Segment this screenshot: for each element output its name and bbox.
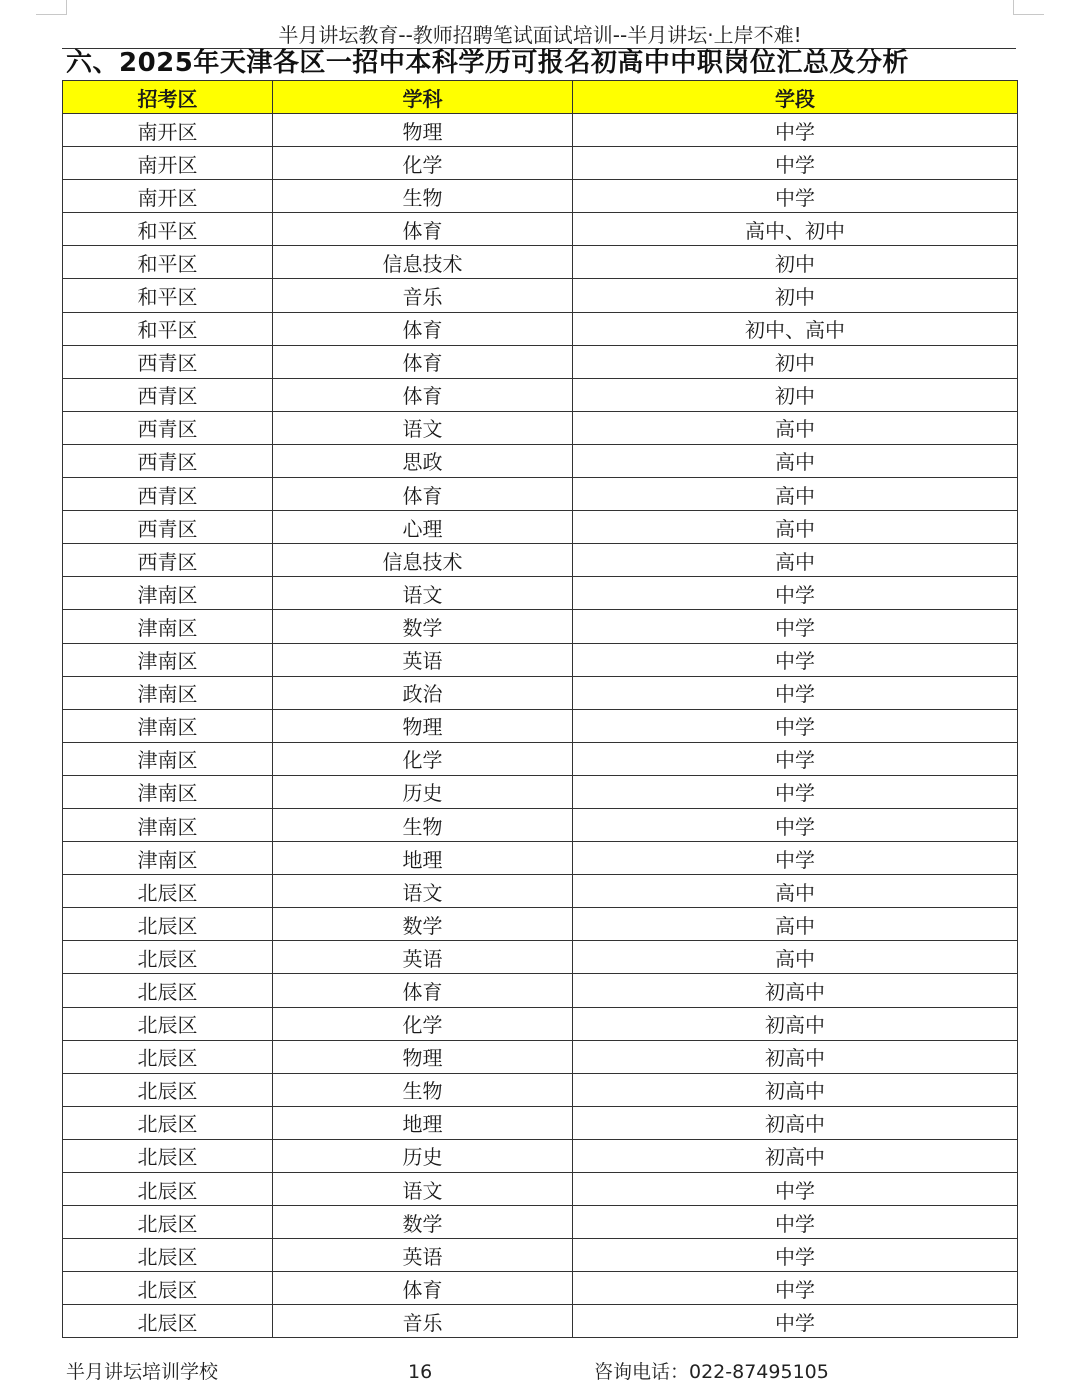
cell-subject: 数学 [273, 1206, 573, 1239]
cell-district: 和平区 [63, 312, 273, 345]
table-row [63, 1305, 1018, 1338]
column-header-district: 招考区 [63, 81, 273, 114]
cell-subject: 政治 [273, 676, 573, 709]
cell-district: 南开区 [63, 114, 273, 147]
cell-stage: 初高中 [573, 1139, 1018, 1172]
cell-district: 西青区 [63, 444, 273, 477]
cell-district: 北辰区 [63, 1206, 273, 1239]
cell-district: 北辰区 [63, 1106, 273, 1139]
cell-district: 和平区 [63, 246, 273, 279]
table-row [63, 1173, 1018, 1206]
cell-district: 西青区 [63, 378, 273, 411]
cell-district: 和平区 [63, 213, 273, 246]
cell-district: 北辰区 [63, 1073, 273, 1106]
cell-subject: 化学 [273, 1007, 573, 1040]
cell-district: 津南区 [63, 676, 273, 709]
table-row [63, 544, 1018, 577]
cell-subject: 化学 [273, 147, 573, 180]
cell-district: 北辰区 [63, 908, 273, 941]
cell-subject: 语文 [273, 875, 573, 908]
cell-subject: 信息技术 [273, 246, 573, 279]
cell-subject: 生物 [273, 180, 573, 213]
cell-subject: 生物 [273, 1073, 573, 1106]
table-row [63, 279, 1018, 312]
cell-district: 西青区 [63, 345, 273, 378]
cell-stage: 中学 [573, 842, 1018, 875]
table-row [63, 709, 1018, 742]
cell-stage: 初高中 [573, 1040, 1018, 1073]
cell-stage: 中学 [573, 709, 1018, 742]
cell-subject: 体育 [273, 974, 573, 1007]
cell-stage: 初高中 [573, 1073, 1018, 1106]
cell-district: 津南区 [63, 709, 273, 742]
cell-stage: 中学 [573, 1272, 1018, 1305]
cell-subject: 英语 [273, 941, 573, 974]
cell-district: 和平区 [63, 279, 273, 312]
cell-stage: 高中、初中 [573, 213, 1018, 246]
cell-subject: 英语 [273, 643, 573, 676]
table-row [63, 114, 1018, 147]
cell-stage: 中学 [573, 643, 1018, 676]
table-row [63, 941, 1018, 974]
crop-mark-right [1013, 0, 1044, 15]
cell-district: 北辰区 [63, 875, 273, 908]
cell-subject: 体育 [273, 478, 573, 511]
table-row [63, 1139, 1018, 1172]
cell-stage: 中学 [573, 114, 1018, 147]
table-row [63, 775, 1018, 808]
table-row [63, 742, 1018, 775]
crop-mark-left [36, 0, 67, 15]
cell-stage: 高中 [573, 908, 1018, 941]
table-body [63, 114, 1018, 1338]
cell-stage: 高中 [573, 875, 1018, 908]
cell-district: 西青区 [63, 511, 273, 544]
cell-subject: 物理 [273, 709, 573, 742]
cell-stage: 初中 [573, 246, 1018, 279]
cell-subject: 历史 [273, 775, 573, 808]
positions-table [62, 80, 1018, 1338]
cell-subject: 语文 [273, 577, 573, 610]
table-row [63, 180, 1018, 213]
cell-district: 北辰区 [63, 1272, 273, 1305]
cell-district: 津南区 [63, 842, 273, 875]
cell-stage: 中学 [573, 1305, 1018, 1338]
cell-subject: 化学 [273, 742, 573, 775]
cell-stage: 中学 [573, 610, 1018, 643]
cell-stage: 高中 [573, 941, 1018, 974]
table-row [63, 610, 1018, 643]
table-row [63, 345, 1018, 378]
cell-subject: 体育 [273, 345, 573, 378]
cell-subject: 物理 [273, 114, 573, 147]
cell-subject: 语文 [273, 411, 573, 444]
table-row [63, 378, 1018, 411]
page-footer [0, 1358, 1080, 1386]
cell-stage: 初中 [573, 345, 1018, 378]
cell-stage: 初高中 [573, 1007, 1018, 1040]
table-row [63, 511, 1018, 544]
table-row [63, 246, 1018, 279]
table-row [63, 1106, 1018, 1139]
cell-subject: 英语 [273, 1239, 573, 1272]
cell-subject: 地理 [273, 1106, 573, 1139]
cell-district: 北辰区 [63, 1007, 273, 1040]
cell-subject: 信息技术 [273, 544, 573, 577]
footer-consult-phone: 咨询电话：022-87495105 [594, 1361, 829, 1383]
table-row [63, 213, 1018, 246]
cell-district: 北辰区 [63, 974, 273, 1007]
cell-district: 北辰区 [63, 1239, 273, 1272]
cell-subject: 音乐 [273, 279, 573, 312]
cell-stage: 中学 [573, 808, 1018, 841]
cell-subject: 数学 [273, 908, 573, 941]
table-row [63, 908, 1018, 941]
table-row [63, 974, 1018, 1007]
table-header-row [63, 81, 1018, 114]
cell-subject: 音乐 [273, 1305, 573, 1338]
cell-district: 津南区 [63, 775, 273, 808]
table-row [63, 1206, 1018, 1239]
table-row [63, 478, 1018, 511]
cell-stage: 初中 [573, 378, 1018, 411]
table-row [63, 676, 1018, 709]
column-header-subject: 学科 [273, 81, 573, 114]
column-header-stage: 学段 [573, 81, 1018, 114]
cell-stage: 中学 [573, 775, 1018, 808]
cell-district: 北辰区 [63, 1173, 273, 1206]
cell-subject: 物理 [273, 1040, 573, 1073]
cell-district: 津南区 [63, 643, 273, 676]
table-row [63, 577, 1018, 610]
cell-subject: 体育 [273, 1272, 573, 1305]
table-row [63, 312, 1018, 345]
table-row [63, 842, 1018, 875]
cell-stage: 中学 [573, 1239, 1018, 1272]
cell-stage: 中学 [573, 180, 1018, 213]
cell-stage: 初高中 [573, 974, 1018, 1007]
cell-district: 津南区 [63, 742, 273, 775]
cell-subject: 生物 [273, 808, 573, 841]
cell-stage: 高中 [573, 511, 1018, 544]
cell-subject: 体育 [273, 378, 573, 411]
cell-district: 西青区 [63, 544, 273, 577]
table-row [63, 875, 1018, 908]
cell-district: 南开区 [63, 180, 273, 213]
cell-subject: 地理 [273, 842, 573, 875]
table-row [63, 147, 1018, 180]
cell-district: 西青区 [63, 478, 273, 511]
table-row [63, 1272, 1018, 1305]
cell-stage: 初中 [573, 279, 1018, 312]
cell-district: 北辰区 [63, 1139, 273, 1172]
cell-stage: 中学 [573, 676, 1018, 709]
cell-subject: 历史 [273, 1139, 573, 1172]
cell-subject: 体育 [273, 312, 573, 345]
cell-stage: 中学 [573, 577, 1018, 610]
cell-stage: 中学 [573, 1173, 1018, 1206]
cell-stage: 高中 [573, 411, 1018, 444]
cell-subject: 思政 [273, 444, 573, 477]
cell-stage: 中学 [573, 742, 1018, 775]
table-row [63, 1073, 1018, 1106]
cell-district: 北辰区 [63, 1305, 273, 1338]
cell-district: 津南区 [63, 577, 273, 610]
table-row [63, 1040, 1018, 1073]
cell-stage: 初中、高中 [573, 312, 1018, 345]
section-title: 六、2025年天津各区一招中本科学历可报名初高中中职岗位汇总及分析 [66, 48, 909, 78]
cell-stage: 高中 [573, 544, 1018, 577]
cell-district: 北辰区 [63, 941, 273, 974]
cell-district: 南开区 [63, 147, 273, 180]
cell-subject: 数学 [273, 610, 573, 643]
table-row [63, 411, 1018, 444]
table-row [63, 643, 1018, 676]
table-row [63, 808, 1018, 841]
cell-stage: 中学 [573, 147, 1018, 180]
cell-stage: 高中 [573, 478, 1018, 511]
cell-subject: 体育 [273, 213, 573, 246]
cell-district: 津南区 [63, 808, 273, 841]
footer-school-name: 半月讲坛培训学校 [66, 1361, 219, 1383]
footer-page-number: 16 [408, 1361, 433, 1383]
cell-subject: 语文 [273, 1173, 573, 1206]
cell-stage: 初高中 [573, 1106, 1018, 1139]
cell-subject: 心理 [273, 511, 573, 544]
cell-stage: 高中 [573, 444, 1018, 477]
table-row [63, 1007, 1018, 1040]
cell-district: 北辰区 [63, 1040, 273, 1073]
page-header: 半月讲坛教育--教师招聘笔试面试培训--半月讲坛·上岸不难! [278, 23, 802, 47]
cell-district: 西青区 [63, 411, 273, 444]
table-row [63, 444, 1018, 477]
cell-stage: 中学 [573, 1206, 1018, 1239]
cell-district: 津南区 [63, 610, 273, 643]
table-row [63, 1239, 1018, 1272]
